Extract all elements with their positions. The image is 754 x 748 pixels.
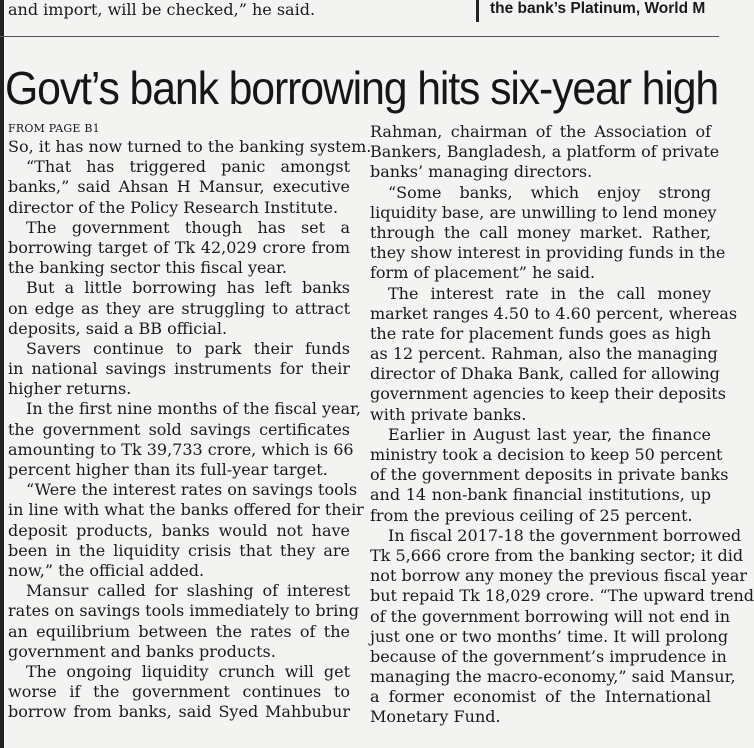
- article-text-line: “That has triggered panic amongst: [26, 157, 350, 177]
- article-text-line: deposit products, banks would not have: [8, 520, 350, 540]
- article-text-line: So, it has now turned to the banking system.: [8, 137, 372, 156]
- article-text-line: form of placement” he said.: [370, 263, 596, 283]
- article-text-line: Savers continue to park their funds: [26, 338, 350, 358]
- headline: Govt’s bank borrowing hits six-year high: [5, 62, 719, 114]
- article-text-line: been in the liquidity crisis that they are: [8, 540, 350, 560]
- article-text-line: “Some banks, which enjoy strong: [388, 182, 711, 202]
- article-text-line: not borrow any money the previous fiscal year: [370, 566, 748, 586]
- article-text-line: the government sold savings certificates: [8, 419, 350, 439]
- article-text-line: a former economist of the International: [370, 687, 711, 707]
- article-text-line: the rate for placement funds goes as high: [370, 323, 711, 343]
- article-text-line: borrow from banks, said Syed Mahbubur: [8, 702, 350, 722]
- article-text-line: in national savings instruments for their: [8, 359, 350, 379]
- article-text-line: government and banks products.: [8, 641, 276, 661]
- article-text-line: they show interest in providing funds in the: [370, 243, 726, 263]
- article-text-line: and 14 non-bank financial institutions, up: [370, 485, 711, 505]
- article-text-line: But a little borrowing has left banks: [26, 278, 350, 298]
- article-text-line: of the government borrowing will not end in: [370, 606, 731, 626]
- article-text-line: The government though has set a: [26, 217, 350, 237]
- article-text-line: through the call money market. Rather,: [370, 222, 711, 242]
- previous-article-strip: [0, 0, 719, 22]
- article-text-line: “Were the interest rates on savings tools: [26, 480, 358, 500]
- article-text-line: deposits, said a BB official.: [8, 318, 228, 338]
- article-column-left: [8, 122, 372, 722]
- article-text-line: with private banks.: [370, 404, 527, 424]
- article-text-line: but repaid Tk 18,029 crore. “The upward trend: [370, 586, 754, 606]
- article-text-line: director of the Policy Research Institute.: [8, 197, 339, 217]
- left-column-lines: [8, 137, 372, 722]
- article-text-line: percent higher than its full-year target.: [8, 460, 328, 479]
- article-text-line: liquidity base, are unwilling to lend money: [370, 202, 717, 222]
- article-text-line: Mansur called for slashing of interest: [26, 581, 350, 601]
- article-text-line: of the government deposits in private banks: [370, 465, 729, 485]
- page-edge-bar: [0, 0, 4, 748]
- article-text-line: now,” the official added.: [8, 560, 205, 580]
- article-text-line: government agencies to keep their deposits: [370, 384, 726, 404]
- sidebar-article-text: the bank’s Platinum, World M: [490, 0, 706, 17]
- article-text-line: In the first nine months of the fiscal year,: [26, 399, 362, 419]
- article-text-line: worse if the government continues to: [8, 682, 350, 702]
- section-rule: [0, 36, 719, 37]
- article-text-line: in line with what the banks offered for their: [8, 500, 364, 520]
- article-text-line: the banking sector this fiscal year.: [8, 258, 288, 278]
- article-text-line: borrowing target of Tk 42,029 crore from: [8, 237, 350, 257]
- article-text-line: ministry took a decision to keep 50 percent: [370, 445, 723, 464]
- article-text-line: higher returns.: [8, 379, 132, 399]
- article-text-line: from the previous ceiling of 25 percent.: [370, 505, 693, 525]
- article-text-line: Monetary Fund.: [370, 707, 501, 727]
- article-text-line: just one or two months’ time. It will prolong: [370, 626, 729, 646]
- article-text-line: Bankers, Bangladesh, a platform of private: [370, 142, 720, 162]
- article-text-line: Earlier in August last year, the finance: [388, 424, 711, 444]
- previous-article-text: and import, will be checked,” he said.: [8, 0, 316, 19]
- article-column-right: [370, 122, 754, 728]
- column-divider: [476, 0, 479, 22]
- article-text-line: Rahman, chairman of the Association of: [370, 122, 711, 141]
- article-text-line: banks’ managing directors.: [370, 162, 593, 182]
- jump-line: FROM PAGE B1: [8, 122, 100, 135]
- article-text-line: In fiscal 2017-18 the government borrowed: [388, 525, 742, 545]
- article-text-line: because of the government’s imprudence in: [370, 646, 727, 666]
- article-text-line: an equilibrium between the rates of the: [8, 621, 350, 641]
- article-text-line: director of Dhaka Bank, called for allowing: [370, 364, 720, 384]
- article-text-line: Tk 5,666 crore from the banking sector; it did: [370, 545, 744, 565]
- article-text-line: as 12 percent. Rahman, also the managing: [370, 344, 718, 364]
- article-text-line: The ongoing liquidity crunch will get: [26, 661, 350, 681]
- article-text-line: on edge as they are struggling to attract: [8, 298, 350, 318]
- article-text-line: The interest rate in the call money: [388, 283, 711, 303]
- article-text-line: banks,” said Ahsan H Mansur, executive: [8, 177, 350, 197]
- article-text-line: managing the macro-economy,” said Mansur,: [370, 667, 736, 687]
- right-column-lines: [370, 122, 754, 728]
- article-text-line: market ranges 4.50 to 4.60 percent, whereas: [370, 303, 738, 323]
- article-text-line: amounting to Tk 39,733 crore, which is 66: [8, 439, 354, 459]
- article-text-line: rates on savings tools immediately to bring: [8, 601, 359, 621]
